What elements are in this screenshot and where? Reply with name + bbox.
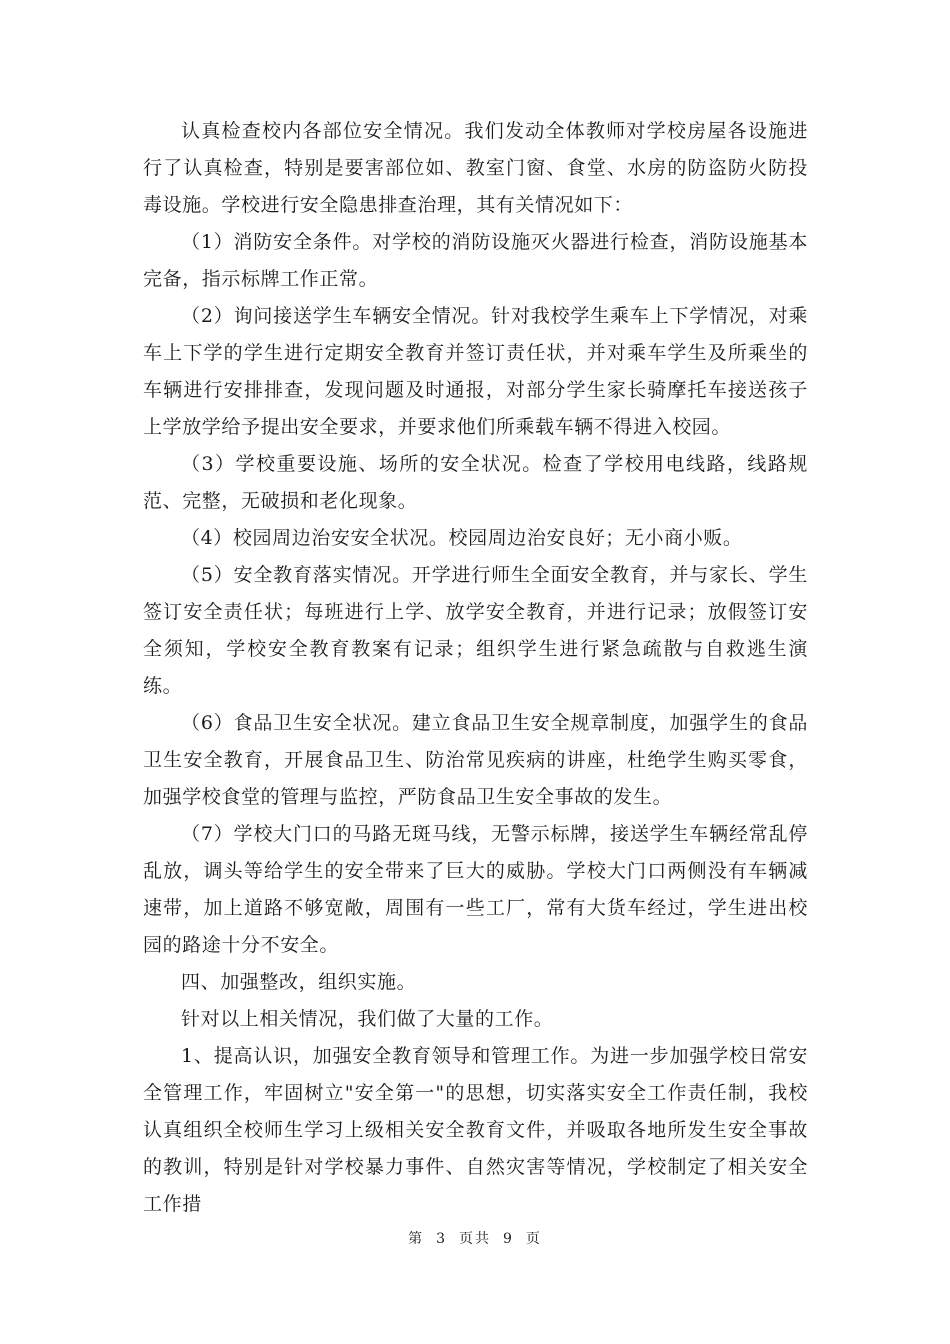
document-body <box>143 113 808 1223</box>
paragraph-item-5-education: （5）安全教育落实情况。开学进行师生全面安全教育，并与家长、学生签订安全责任状；每班进行上学、放学安全教育，并进行记录；放假签订安全须知，学校安全教育教案有记录；组织学生进行紧急疏散与自救逃生演练。 <box>143 564 808 697</box>
paragraph-safety-inspection: 认真检查校内各部位安全情况。我们发动全体教师对学校房屋各设施进行了认真检查，特别是要害部位如、教室门窗、食堂、水房的防盗防火防投毒设施。学校进行安全隐患排查治理，其有关情况如下： <box>143 120 808 216</box>
paragraph-item-2-vehicles: （2）询问接送学生车辆安全情况。针对我校学生乘车上下学情况，对乘车上下学的学生进行定期安全教育并签订责任状，并对乘车学生及所乘坐的车辆进行安排排查，发现问题及时通报，对部分学生家长骑摩托车接送孩子上学放学给予提出安全要求，并要求他们所乘载车辆不得进入校园。 <box>143 305 808 438</box>
footer-suffix: 页 <box>525 1231 542 1247</box>
paragraph-item-4-surroundings: （4）校园周边治安安全状况。校园周边治安良好；无小商小贩。 <box>181 527 743 549</box>
paragraph-work-intro: 针对以上相关情况，我们做了大量的工作。 <box>181 1008 554 1030</box>
paragraph-point-1-awareness: 1、提高认识，加强安全教育领导和管理工作。为进一步加强学校日常安全管理工作，牢固树立"安全第一"的思想，切实落实安全工作责任制，我校认真组织全校师生学习上级相关安全教育文件，并吸取各地所发生安全事故的教训，特别是针对学校暴力事件、自然灾害等情况，学校制定了相关安全工作措 <box>143 1045 808 1215</box>
page-footer <box>0 1228 950 1248</box>
paragraph-item-6-food-hygiene: （6）食品卫生安全状况。建立食品卫生安全规章制度，加强学生的食品卫生安全教育，开展食品卫生、防治常见疾病的讲座，杜绝学生购买零食，加强学校食堂的管理与监控，严防食品卫生安全事故的发生。 <box>143 712 808 808</box>
footer-prefix: 第 <box>408 1231 425 1247</box>
footer-middle: 页共 <box>459 1231 491 1247</box>
paragraph-item-1-fire-safety: （1）消防安全条件。对学校的消防设施灭火器进行检查，消防设施基本完备，指示标牌工作正常。 <box>143 231 808 290</box>
footer-current-page: 3 <box>436 1231 447 1247</box>
paragraph-item-3-facilities: （3）学校重要设施、场所的安全状况。检查了学校用电线路，线路规范、完整，无破损和老化现象。 <box>143 453 808 512</box>
paragraph-item-7-road-safety: （7）学校大门口的马路无斑马线，无警示标牌，接送学生车辆经常乱停乱放，调头等给学生的安全带来了巨大的威胁。学校大门口两侧没有车辆减速带，加上道路不够宽敞，周围有一些工厂，常有大货车经过，学生进出校园的路途十分不安全。 <box>143 823 808 956</box>
section-heading-rectification: 四、加强整改，组织实施。 <box>181 971 417 993</box>
footer-total-pages: 9 <box>503 1231 514 1247</box>
